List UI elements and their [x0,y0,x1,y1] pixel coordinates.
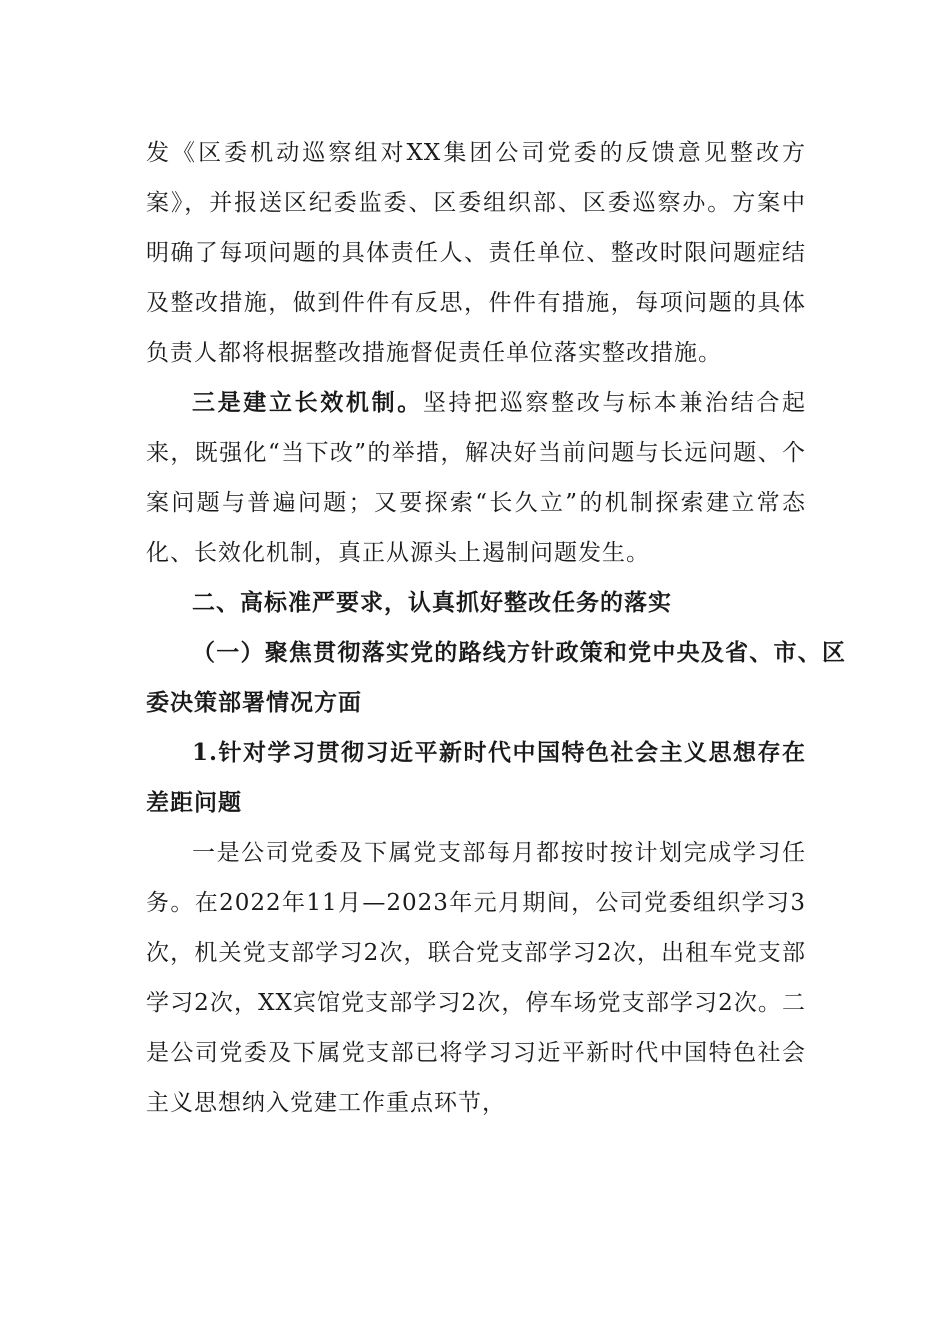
paragraph-study-tasks: 一是公司党委及下属党支部每月都按时按计划完成学习任务。在2022年11月—2023年元月期间，公司党委组织学习3次，机关党支部学习2次，联合党支部学习2次，出租车党支部学习2次，XX宾馆党支部学习2次，停车场党支部学习2次。二是公司党委及下属党支部已将学习习近平新时代中国特色社会主义思想纳入党建工作重点环节， [146,840,806,1116]
paragraph-lead-text: 三是建立长效机制。 [192,389,423,416]
section-heading-level3: （一）聚焦贯彻落实党的路线方针政策和党中央及省、市、区委决策部署情况方面 [146,639,846,716]
paragraph-rectification-plan: 发《区委机动巡察组对XX集团公司党委的反馈意见整改方案》，并报送区纪委监委、区委组织部、区委巡察办。方案中明确了每项问题的具体责任人、责任单位、整改时限问题症结及整改措施，做到件件有反思，件件有措施，每项问题的具体负责人都将根据整改措施督促责任单位落实整改措施。 [146,140,806,366]
document-page [146,128,846,1128]
paragraph-body-text: 坚持把巡察整改与标本兼治结合起来，既强化“当下改”的举措，解决好当前问题与长远问题、个案问题与普遍问题；又要探索“长久立”的机制探索建立常态化、长效化机制，真正从源头上遏制问题发生。 [146,390,807,566]
paragraph-long-term-mechanism [146,378,806,578]
section-heading-level2: 二、高标准严要求，认真抓好整改任务的落实 [192,589,672,616]
section-heading-level4: 1.针对学习贯彻习近平新时代中国特色社会主义思想存在差距问题 [146,739,806,816]
